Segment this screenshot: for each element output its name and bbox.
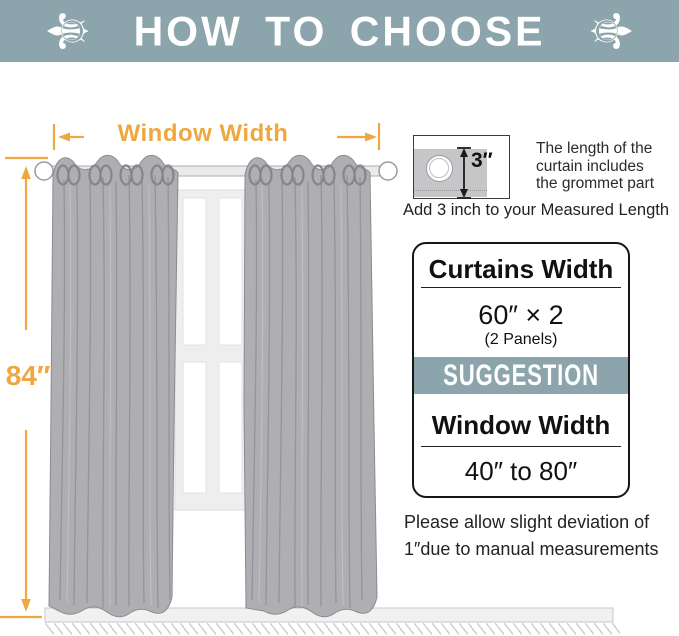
stitch-dotted-line [414, 190, 487, 191]
panels-note: (2 Panels) [484, 331, 558, 348]
window-width-title: Window Width [431, 410, 611, 440]
grommet-icon [426, 155, 453, 182]
suggestion-band [414, 357, 628, 394]
curtain-height-label: 84″ [5, 360, 51, 391]
window-width-label: Window Width [117, 120, 289, 147]
grommet-note-text: The length of the curtain includes the grommet part [536, 140, 655, 192]
divider [421, 446, 621, 447]
fleur-de-lis-icon: ⚜ [36, 5, 102, 57]
grommet-length-diagram [413, 135, 510, 199]
add-length-note: Add 3 inch to your Measured Length [403, 201, 670, 219]
divider [421, 287, 621, 288]
window-width-range: 40″ to 80″ [464, 456, 578, 486]
size-suggestion-box [412, 242, 630, 498]
length-arrow-icon [456, 146, 472, 200]
curtains-width-title: Curtains Width [428, 254, 614, 284]
left-curtain-panel [49, 155, 178, 616]
window [175, 190, 250, 510]
fleur-de-lis-icon: ⚜ [577, 5, 643, 57]
header-banner [0, 0, 679, 62]
page-title: HOW TO CHOOSE [133, 7, 546, 54]
grommet-size-value: 3″ [471, 149, 493, 172]
curtains-width-value: 60″ × 2 [478, 300, 564, 330]
deviation-footnote: Please allow slight deviation of 1″due to manual measurements [404, 512, 659, 559]
right-curtain-panel [244, 155, 377, 616]
suggestion-band-label: SUGGESTION [443, 358, 599, 392]
